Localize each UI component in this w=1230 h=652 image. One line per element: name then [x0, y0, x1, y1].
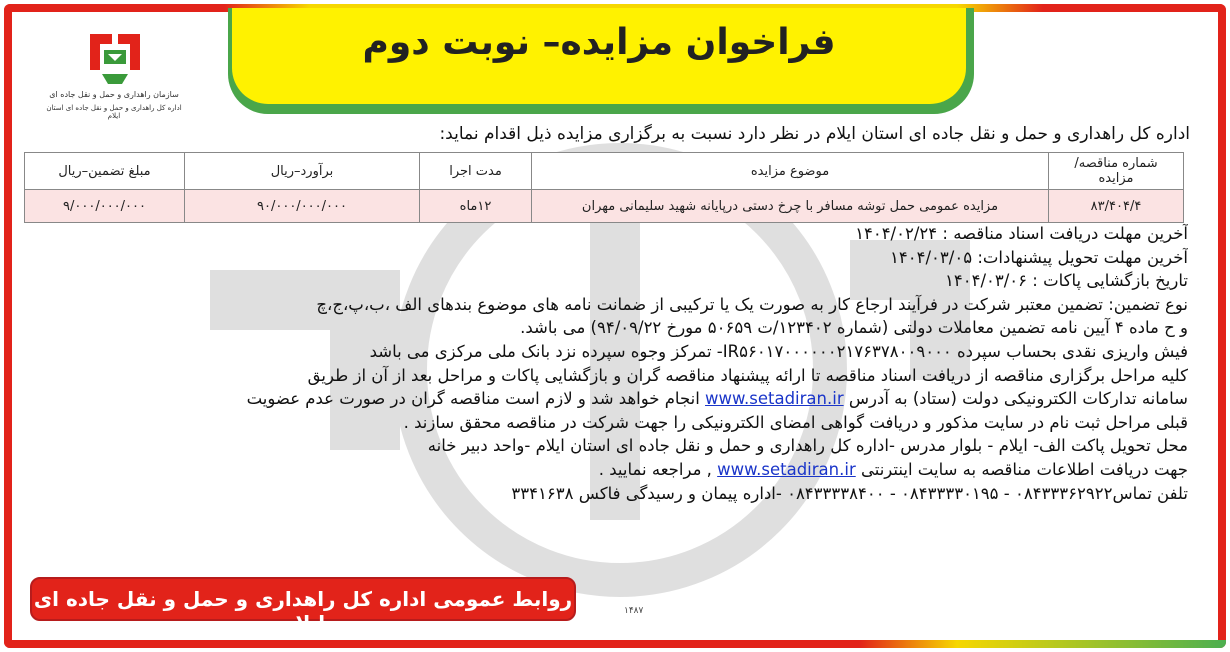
setad-info-link[interactable]: www.setadiran.ir	[717, 459, 856, 479]
cell-auction-number: ۸۳/۴۰۴/۴	[1049, 190, 1184, 223]
procedure-line1: کلیه مراحل برگزاری مناقصه از دریافت اسناد مناقصه تا ارائه پیشنهاد مناقصه گران و بازگشایی پاکات و مراحل بعد از آن از طریق	[307, 365, 1188, 385]
setad-link[interactable]: www.setadiran.ir	[705, 389, 844, 409]
opening-date: تاریخ بازگشایی پاکات : ۱۴۰۴/۰۳/۰۶	[945, 271, 1188, 291]
notice-body	[26, 222, 1188, 505]
info-line-start: جهت دریافت اطلاعات مناقصه به سایت اینترنتی	[860, 459, 1188, 479]
cash-deposit-line: فیش واریزی نقدی بحساب سپرده IR۵۶۰۱۷۰۰۰۰۰۰۲۱۷۶۳۷۸۰۰۹۰۰۰- تمرکز وجوه سپرده نزد بانک ملی مرکزی می باشد	[369, 341, 1188, 361]
procedure-line2-end: انجام خواهد شد و لازم است مناقصه گران در صورت عدم عضویت	[246, 389, 700, 409]
page-title: فراخوان مزایده– نوبت دوم	[362, 22, 836, 63]
header-auction-number: شماره مناقصه/مزایده	[1049, 153, 1184, 190]
header-guarantee: مبلغ تضمین–ریال	[25, 153, 185, 190]
rmto-logo-icon	[82, 30, 148, 86]
page-number: ۱۴۸۷	[624, 606, 644, 616]
guarantee-type-line1: نوع تضمین: تضمین معتبر شرکت در فرآیند ارجاع کار به صورت یک یا ترکیبی از ضمانت نامه های موضوع بندهای الف ،ب،پ،ج،چ	[316, 294, 1188, 314]
bottom-border	[4, 640, 1226, 648]
table-row	[25, 190, 1184, 223]
left-border	[4, 4, 12, 648]
procedure-line3: قبلی مراحل ثبت نام در سایت مذکور و دریافت گواهی امضای الکترونیکی را جهت شرکت در مناقصه محقق سازند .	[403, 412, 1188, 432]
intro-text: اداره کل راهداری و حمل و نقل جاده ای استان ایلام در نظر دارد نسبت به برگزاری مزایده ذیل اقدام نماید:	[439, 124, 1190, 144]
logo-caption-org: سازمان راهداری و حمل و نقل جاده ای	[49, 90, 179, 99]
cell-estimate: ۹۰/۰۰۰/۰۰۰/۰۰۰	[185, 190, 420, 223]
header-estimate: برآورد–ریال	[185, 153, 420, 190]
deadline-documents: آخرین مهلت دریافت اسناد مناقصه : ۱۴۰۴/۰۲/۲۴	[855, 224, 1188, 243]
header-duration: مدت اجرا	[420, 153, 532, 190]
cell-duration: ۱۲ماه	[420, 190, 532, 223]
guarantee-type-line2: و ح ماده ۴ آیین نامه تضمین معاملات دولتی (شماره ۱۲۳۴۰۲/ت ۵۰۶۵۹ مورخ ۹۴/۰۹/۲۲) می باشد.	[520, 318, 1188, 338]
deadline-proposals: آخرین مهلت تحویل پیشنهادات: ۱۴۰۴/۰۳/۰۵	[890, 247, 1188, 267]
right-border	[1218, 4, 1226, 648]
procedure-line2-start: سامانه تدارکات الکترونیکی دولت (ستاد) به آدرس	[848, 389, 1188, 409]
footer-text: روابط عمومی اداره کل راهداری و حمل و نقل جاده ای ایلام	[33, 587, 573, 635]
table-header-row	[25, 153, 1184, 190]
cell-guarantee: ۹/۰۰۰/۰۰۰/۰۰۰	[25, 190, 185, 223]
info-line	[26, 458, 1188, 482]
auction-table	[24, 152, 1184, 223]
contact-phones: تلفن تماس۰۸۴۳۳۳۶۲۹۲۲ - ۰۸۴۳۳۳۳۰۱۹۵ - ۰۸۴۳۳۳۳۸۴۰۰ -اداره پیمان و رسیدگی فاکس ۳۳۴۱۶۳۸	[511, 483, 1188, 503]
info-line-end: , مراجعه نمایید .	[598, 459, 712, 479]
header-subject: موضوع مزایده	[532, 153, 1049, 190]
cell-subject: مزایده عمومی حمل توشه مسافر با چرخ دستی درپایانه شهید سلیمانی مهران	[532, 190, 1049, 223]
procedure-line2	[26, 387, 1188, 411]
logo-caption-dept: اداره کل راهداری و حمل و نقل جاده ای استان ایلام	[46, 104, 182, 120]
delivery-address: محل تحویل پاکت الف- ایلام - بلوار مدرس -اداره کل راهداری و حمل و نقل جاده ای استان ایلام -واحد دبیر خانه	[427, 436, 1188, 456]
